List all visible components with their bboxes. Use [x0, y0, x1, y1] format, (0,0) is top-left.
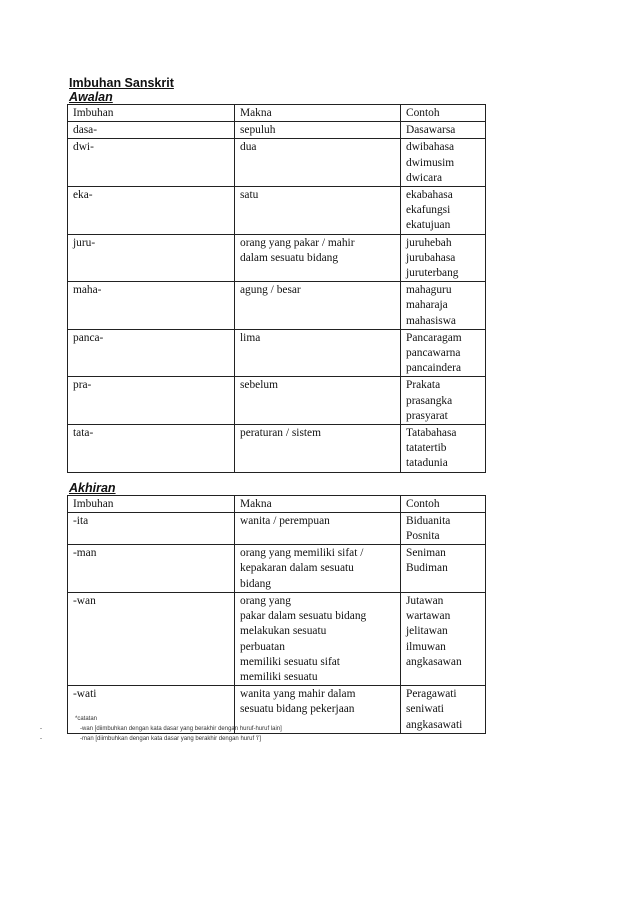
awalan-contoh-cell: [401, 122, 486, 139]
makna-line: orang yang pakar / mahir: [240, 236, 355, 249]
contoh-line: ilmuwan: [406, 640, 446, 653]
contoh-line: dwicara: [406, 171, 443, 184]
contoh-line: Peragawati: [406, 688, 457, 701]
makna-line: orang yang: [240, 594, 291, 607]
awalan-contoh-cell: [401, 329, 486, 377]
awalan-imbuhan-cell: juru-: [68, 234, 235, 282]
makna-line: dalam sesuatu bidang: [240, 251, 339, 264]
contoh-line: pancawarna: [406, 347, 461, 360]
akhiran-table: [67, 495, 486, 734]
contoh-line: prasyarat: [406, 409, 448, 422]
column-header-makna: Makna: [235, 495, 401, 512]
makna-line: agung / besar: [240, 284, 301, 297]
contoh-line: Seniman: [406, 547, 446, 560]
contoh-line: Prakata: [406, 379, 441, 392]
table-row: [68, 329, 486, 377]
contoh-line: angkasawati: [406, 718, 463, 731]
contoh-line: tatadunia: [406, 457, 448, 470]
document-title: Imbuhan Sanskrit: [69, 76, 174, 90]
awalan-imbuhan-cell: panca-: [68, 329, 235, 377]
awalan-makna-cell: [235, 139, 401, 187]
table-row: [68, 122, 486, 139]
akhiran-contoh-cell: [401, 592, 486, 685]
table-row: [68, 282, 486, 330]
footnotes: [40, 714, 282, 744]
footnote-bullet: -: [40, 736, 42, 742]
awalan-contoh-cell: [401, 234, 486, 282]
awalan-imbuhan-cell: maha-: [68, 282, 235, 330]
akhiran-imbuhan-cell: -wan: [68, 592, 235, 685]
contoh-line: jelitawan: [406, 625, 448, 638]
contoh-line: ekabahasa: [406, 189, 453, 202]
contoh-line: Tatabahasa: [406, 427, 457, 440]
makna-line: orang yang memiliki sifat /: [240, 547, 364, 560]
contoh-line: Budiman: [406, 562, 448, 575]
contoh-line: mahasiswa: [406, 314, 456, 327]
akhiran-imbuhan-cell: -man: [68, 545, 235, 593]
akhiran-contoh-cell: [401, 512, 486, 544]
contoh-line: Pancaragam: [406, 331, 462, 344]
awalan-imbuhan-cell: pra-: [68, 377, 235, 425]
contoh-line: jurubahasa: [406, 251, 456, 264]
makna-line: wanita yang mahir dalam: [240, 688, 356, 701]
contoh-line: mahaguru: [406, 284, 452, 297]
awalan-makna-cell: [235, 282, 401, 330]
makna-line: sebelum: [240, 379, 278, 392]
awalan-imbuhan-cell: tata-: [68, 425, 235, 473]
table-row: [68, 234, 486, 282]
contoh-line: Dasawarsa: [406, 124, 456, 137]
contoh-line: Biduanita: [406, 514, 451, 527]
table-row: [68, 139, 486, 187]
contoh-line: seniwati: [406, 703, 444, 716]
makna-line: melakukan sesuatu: [240, 625, 327, 638]
awalan-makna-cell: [235, 425, 401, 473]
makna-line: peraturan / sistem: [240, 427, 321, 440]
column-header-imbuhan: Imbuhan: [68, 105, 235, 122]
footnote-bullet: -: [40, 726, 42, 732]
awalan-table: [67, 104, 486, 473]
awalan-heading: Awalan: [69, 90, 113, 104]
table-row: [68, 187, 486, 235]
awalan-makna-cell: [235, 329, 401, 377]
table-row: [68, 592, 486, 685]
awalan-contoh-cell: [401, 282, 486, 330]
makna-line: wanita / perempuan: [240, 514, 330, 527]
akhiran-makna-cell: [235, 592, 401, 685]
contoh-line: pancaindera: [406, 362, 462, 375]
akhiran-contoh-cell: [401, 545, 486, 593]
awalan-makna-cell: [235, 377, 401, 425]
akhiran-contoh-cell: [401, 686, 486, 734]
makna-line: perbuatan: [240, 640, 285, 653]
column-header-imbuhan: Imbuhan: [68, 495, 235, 512]
makna-line: pakar dalam sesuatu bidang: [240, 610, 367, 623]
contoh-line: Posnita: [406, 530, 440, 543]
makna-line: lima: [240, 331, 261, 344]
awalan-imbuhan-cell: eka-: [68, 187, 235, 235]
awalan-contoh-cell: [401, 139, 486, 187]
table-row: [68, 512, 486, 544]
contoh-line: dwimusim: [406, 156, 455, 169]
column-header-makna: Makna: [235, 105, 401, 122]
makna-line: sesuatu bidang pekerjaan: [240, 703, 355, 716]
contoh-line: angkasawan: [406, 655, 462, 668]
document-body: [67, 76, 485, 734]
awalan-imbuhan-cell: dasa-: [68, 122, 235, 139]
contoh-line: tatatertib: [406, 442, 447, 455]
contoh-line: juruhebah: [406, 236, 452, 249]
akhiran-makna-cell: [235, 512, 401, 544]
akhiran-makna-cell: [235, 545, 401, 593]
table-header-row: [68, 495, 486, 512]
awalan-contoh-cell: [401, 425, 486, 473]
awalan-imbuhan-cell: dwi-: [68, 139, 235, 187]
makna-line: memiliki sesuatu: [240, 670, 318, 683]
awalan-makna-cell: [235, 234, 401, 282]
akhiran-heading: Akhiran: [69, 480, 116, 495]
table-row: [68, 545, 486, 593]
footnote-heading: *catatan: [75, 716, 98, 722]
footnote-text: -man [diimbuhkan dengan kata dasar yang berakhir dengan huruf 'i']: [80, 736, 262, 742]
makna-line: satu: [240, 189, 259, 202]
contoh-line: ekatujuan: [406, 219, 451, 232]
contoh-line: dwibahasa: [406, 141, 455, 154]
makna-line: sepuluh: [240, 124, 276, 137]
table-row: [68, 377, 486, 425]
akhiran-imbuhan-cell: -wati: [68, 686, 235, 734]
table-row: [68, 425, 486, 473]
awalan-makna-cell: [235, 187, 401, 235]
akhiran-imbuhan-cell: -ita: [68, 512, 235, 544]
contoh-line: juruterbang: [406, 267, 459, 280]
awalan-contoh-cell: [401, 377, 486, 425]
contoh-line: wartawan: [406, 610, 451, 623]
contoh-line: Jutawan: [406, 594, 444, 607]
footnote-item: [40, 724, 282, 734]
column-header-contoh: Contoh: [401, 105, 486, 122]
footnote-text: -wan [diimbuhkan dengan kata dasar yang berakhir dengan huruf-huruf lain]: [80, 726, 282, 732]
makna-line: bidang: [240, 577, 272, 590]
awalan-contoh-cell: [401, 187, 486, 235]
contoh-line: prasangka: [406, 394, 453, 407]
contoh-line: maharaja: [406, 299, 448, 312]
makna-line: memiliki sesuatu sifat: [240, 655, 340, 668]
contoh-line: ekafungsi: [406, 204, 451, 217]
makna-line: kepakaran dalam sesuatu: [240, 562, 354, 575]
awalan-makna-cell: [235, 122, 401, 139]
makna-line: dua: [240, 141, 257, 154]
table-header-row: [68, 105, 486, 122]
footnote-item: [40, 734, 282, 744]
column-header-contoh: Contoh: [401, 495, 486, 512]
